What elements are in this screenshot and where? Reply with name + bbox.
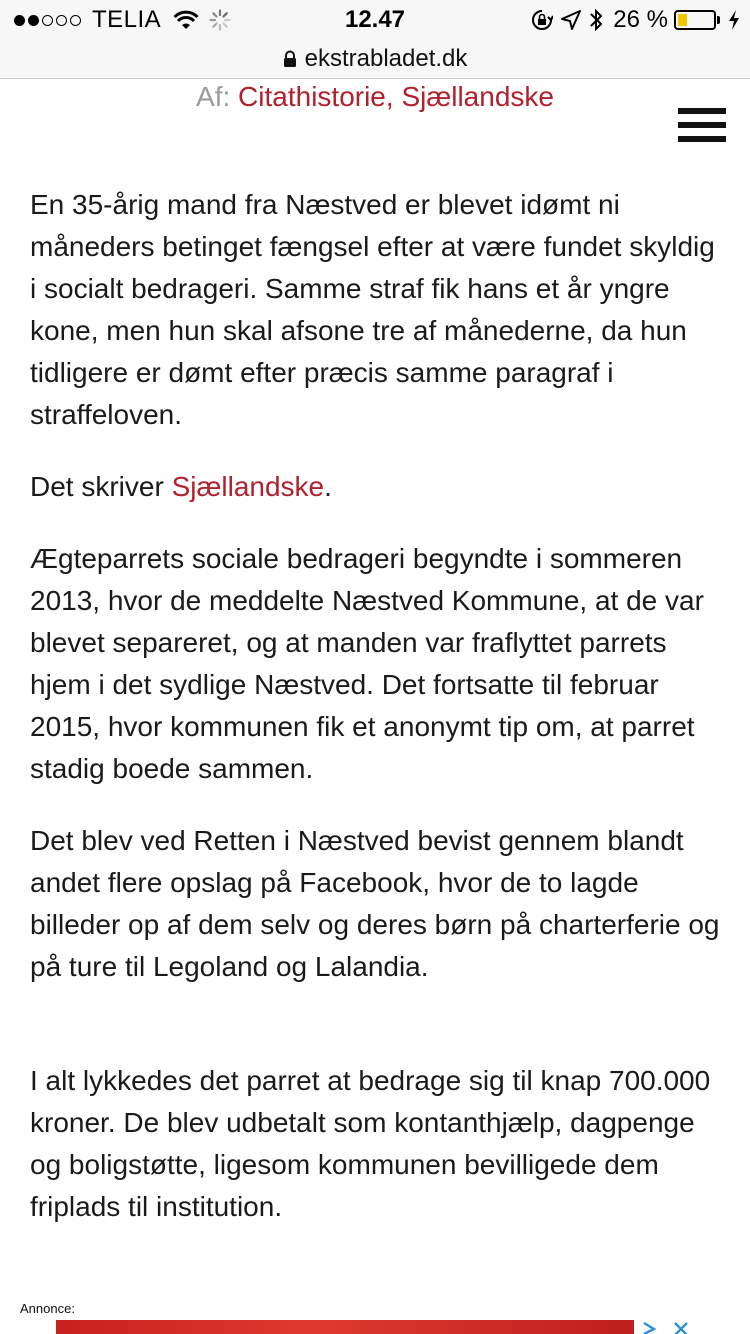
source-link-sjaellandske[interactable]: Sjællandske — [171, 471, 325, 502]
article-paragraph: Ægteparrets sociale bedrageri begyndte i sommeren 2013, hvor de meddelte Næstved Kommune, at de var blevet separeret, og at manden var fraflyttet parrets hjem i det sydlige Næstved. Det fortsatte til februar 2015, hvor kommunen fik et anonymt tip om, at parret stadig boede sammen. — [30, 543, 704, 784]
status-time: 12.47 — [344, 6, 406, 33]
article-paragraph: Det blev ved Retten i Næstved bevist gennem blandt andet flere opslag på Facebook, hvor de to lagde billeder op af dem selv og deres børn på charterferie og på ture til Legoland og Lalandia. — [30, 825, 720, 982]
source-suffix: . — [324, 471, 332, 502]
article-source-line — [30, 466, 720, 508]
lock-icon — [283, 50, 297, 68]
ad-choices-icon[interactable] — [639, 1320, 661, 1334]
carrier-name: TELIA — [92, 6, 162, 33]
menu-line — [678, 122, 726, 128]
status-right — [523, 6, 740, 34]
location-arrow-icon — [561, 10, 581, 30]
signal-dot — [70, 15, 81, 26]
charging-bolt-icon — [728, 10, 740, 30]
signal-dot — [42, 15, 53, 26]
article-byline — [0, 80, 750, 114]
article-body — [30, 184, 720, 1228]
orientation-lock-icon — [531, 9, 553, 31]
signal-dot — [28, 15, 39, 26]
battery-percentage: 26 % — [613, 6, 668, 33]
article-paragraph: En 35-årig mand fra Næstved er blevet idømt ni måneders betinget fængsel efter at være fundet skyldig i socialt bedrageri. Samme straf fik hans et år yngre kone, men hun skal afsone tre af månederne, da hun tidligere er dømt efter præcis samme paragraf i straffeloven. — [30, 189, 715, 430]
address-bar[interactable] — [0, 40, 750, 79]
byline-prefix: Af: — [196, 81, 231, 112]
ad-choices[interactable] — [634, 1320, 696, 1334]
status-left — [14, 6, 231, 34]
ad-close-icon[interactable] — [670, 1320, 692, 1334]
menu-line — [678, 108, 726, 114]
status-bar — [0, 0, 750, 40]
ad-label: Annonce: — [20, 1301, 75, 1316]
ad-banner[interactable] — [56, 1320, 696, 1334]
source-prefix: Det skriver — [30, 471, 172, 502]
byline-author-link[interactable]: Citathistorie, Sjællandske — [238, 81, 554, 112]
battery-cap — [717, 16, 720, 24]
signal-dot — [14, 15, 25, 26]
battery-icon — [674, 10, 716, 30]
article-paragraph: I alt lykkedes det parret at bedrage sig til knap 700.000 kroner. De blev udbetalt som kontanthjælp, dagpenge og boligstøtte, ligesom kommunen bevilligede dem friplads til institution. — [30, 1065, 711, 1222]
loading-spinner-icon — [209, 9, 231, 31]
cellular-signal-icon — [14, 15, 84, 26]
battery-fill — [678, 14, 687, 26]
bluetooth-icon — [589, 8, 603, 32]
signal-dot — [56, 15, 67, 26]
menu-line — [678, 136, 726, 142]
hamburger-menu-icon[interactable] — [676, 106, 730, 146]
url-domain: ekstrabladet.dk — [304, 45, 468, 72]
wifi-icon — [173, 10, 199, 30]
